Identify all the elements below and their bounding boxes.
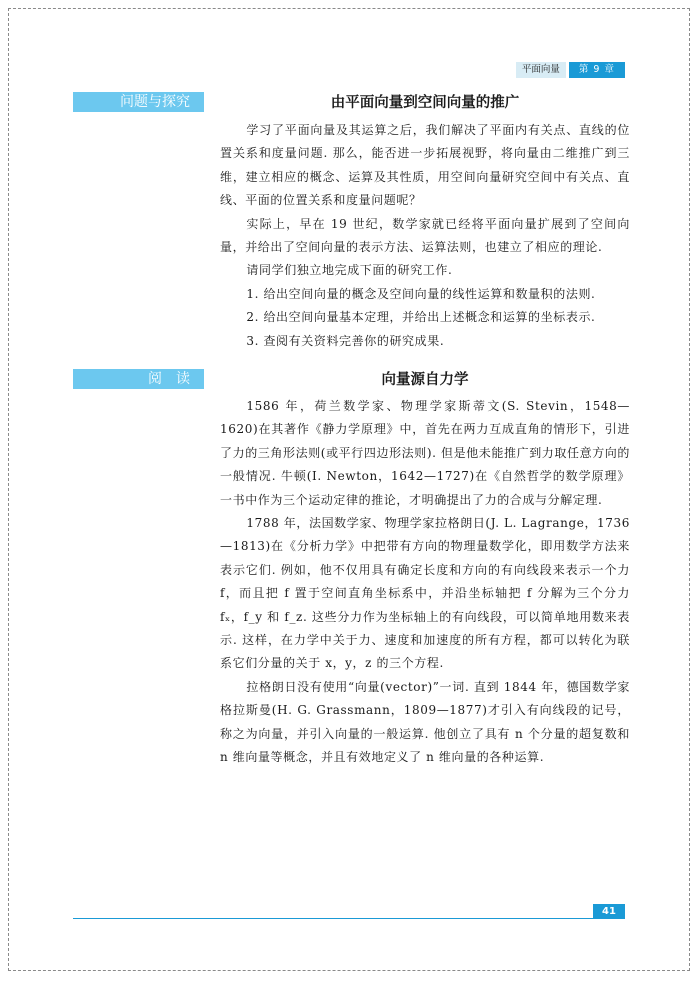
paragraph: 1788 年，法国数学家、物理学家拉格朗日(J. L. Lagrange，1736—1813)在《分析力学》中把带有方向的物理量数学化，即用数学方法来表示它们. 例如，他不仅用具有确定长度和方向的有向线段来表示一个力 f，而且把 f 置于空间直角坐标系中，并沿坐标轴把 f 分解为三个分力 fₓ，f_y 和 f_z. 这些分力作为坐标轴上的有向线段，可以简单地用数来表示. 这样，在力学中关于力、速度和加速度的所有方程，都可以转化为联系它们分量的关于 x，y，z 的三个方程. (220, 516, 630, 671)
page-number: 41 (593, 904, 625, 919)
section-body-inquiry (220, 119, 630, 353)
header-section-label: 平面向量 (516, 62, 566, 78)
paragraph: 实际上，早在 19 世纪，数学家就已经将平面向量扩展到了空间向量，并给出了空间向量的表示方法、运算法则，也建立了相应的理论. (220, 216, 630, 255)
paragraph: 1586 年，荷兰数学家、物理学家斯蒂文(S. Stevin，1548—1620)在其著作《静力学原理》中，首先在两力互成直角的情形下，引进了力的三角形法则(或平行四边形法则). 但是他未能推广到力取任意方向的一般情况. 牛顿(I. Newton，1642—1727)在《自然哲学的数学原理》一书中作为三个运动定律的推论，才明确提出了力的合成与分解定理. (220, 399, 630, 507)
list-item: 2. 给出空间向量基本定理，并给出上述概念和运算的坐标表示. (246, 310, 596, 325)
paragraph: 请同学们独立地完成下面的研究工作. (246, 263, 453, 278)
list-item: 3. 查阅有关资料完善你的研究成果. (246, 333, 445, 348)
running-header (516, 62, 625, 78)
paragraph: 学习了平面向量及其运算之后，我们解决了平面内有关点、直线的位置关系和度量问题. 那么，能否进一步拓展视野，将向量由二维推广到三维，建立相应的概念、运算及其性质，用空间向量研究空间中有关点、直线、平面的位置关系和度量问题呢？ (220, 123, 630, 208)
list-item: 1. 给出空间向量的概念及空间向量的线性运算和数量积的法则. (246, 286, 596, 301)
section-body-reading (220, 395, 630, 770)
section-title-reading: 向量源自力学 (381, 372, 469, 388)
paragraph: 拉格朗日没有使用“向量(vector)”一词. 直到 1844 年，德国数学家格拉斯曼(H. G. Grassmann，1809—1877)才引入有向线段的记号，称之为向量，并引入向量的一般运算. 他创立了具有 n 个分量的超复数和 n 维向量等概念，并且有效地定义了 n 维向量的各种运算. (220, 679, 630, 765)
side-label-inquiry: 问题与探究 (73, 92, 204, 112)
side-label-reading: 阅 读 (73, 369, 204, 389)
header-chapter-label: 第 9 章 (569, 62, 625, 78)
footer-rule (73, 918, 625, 919)
section-title-inquiry: 由平面向量到空间向量的推广 (330, 95, 520, 111)
